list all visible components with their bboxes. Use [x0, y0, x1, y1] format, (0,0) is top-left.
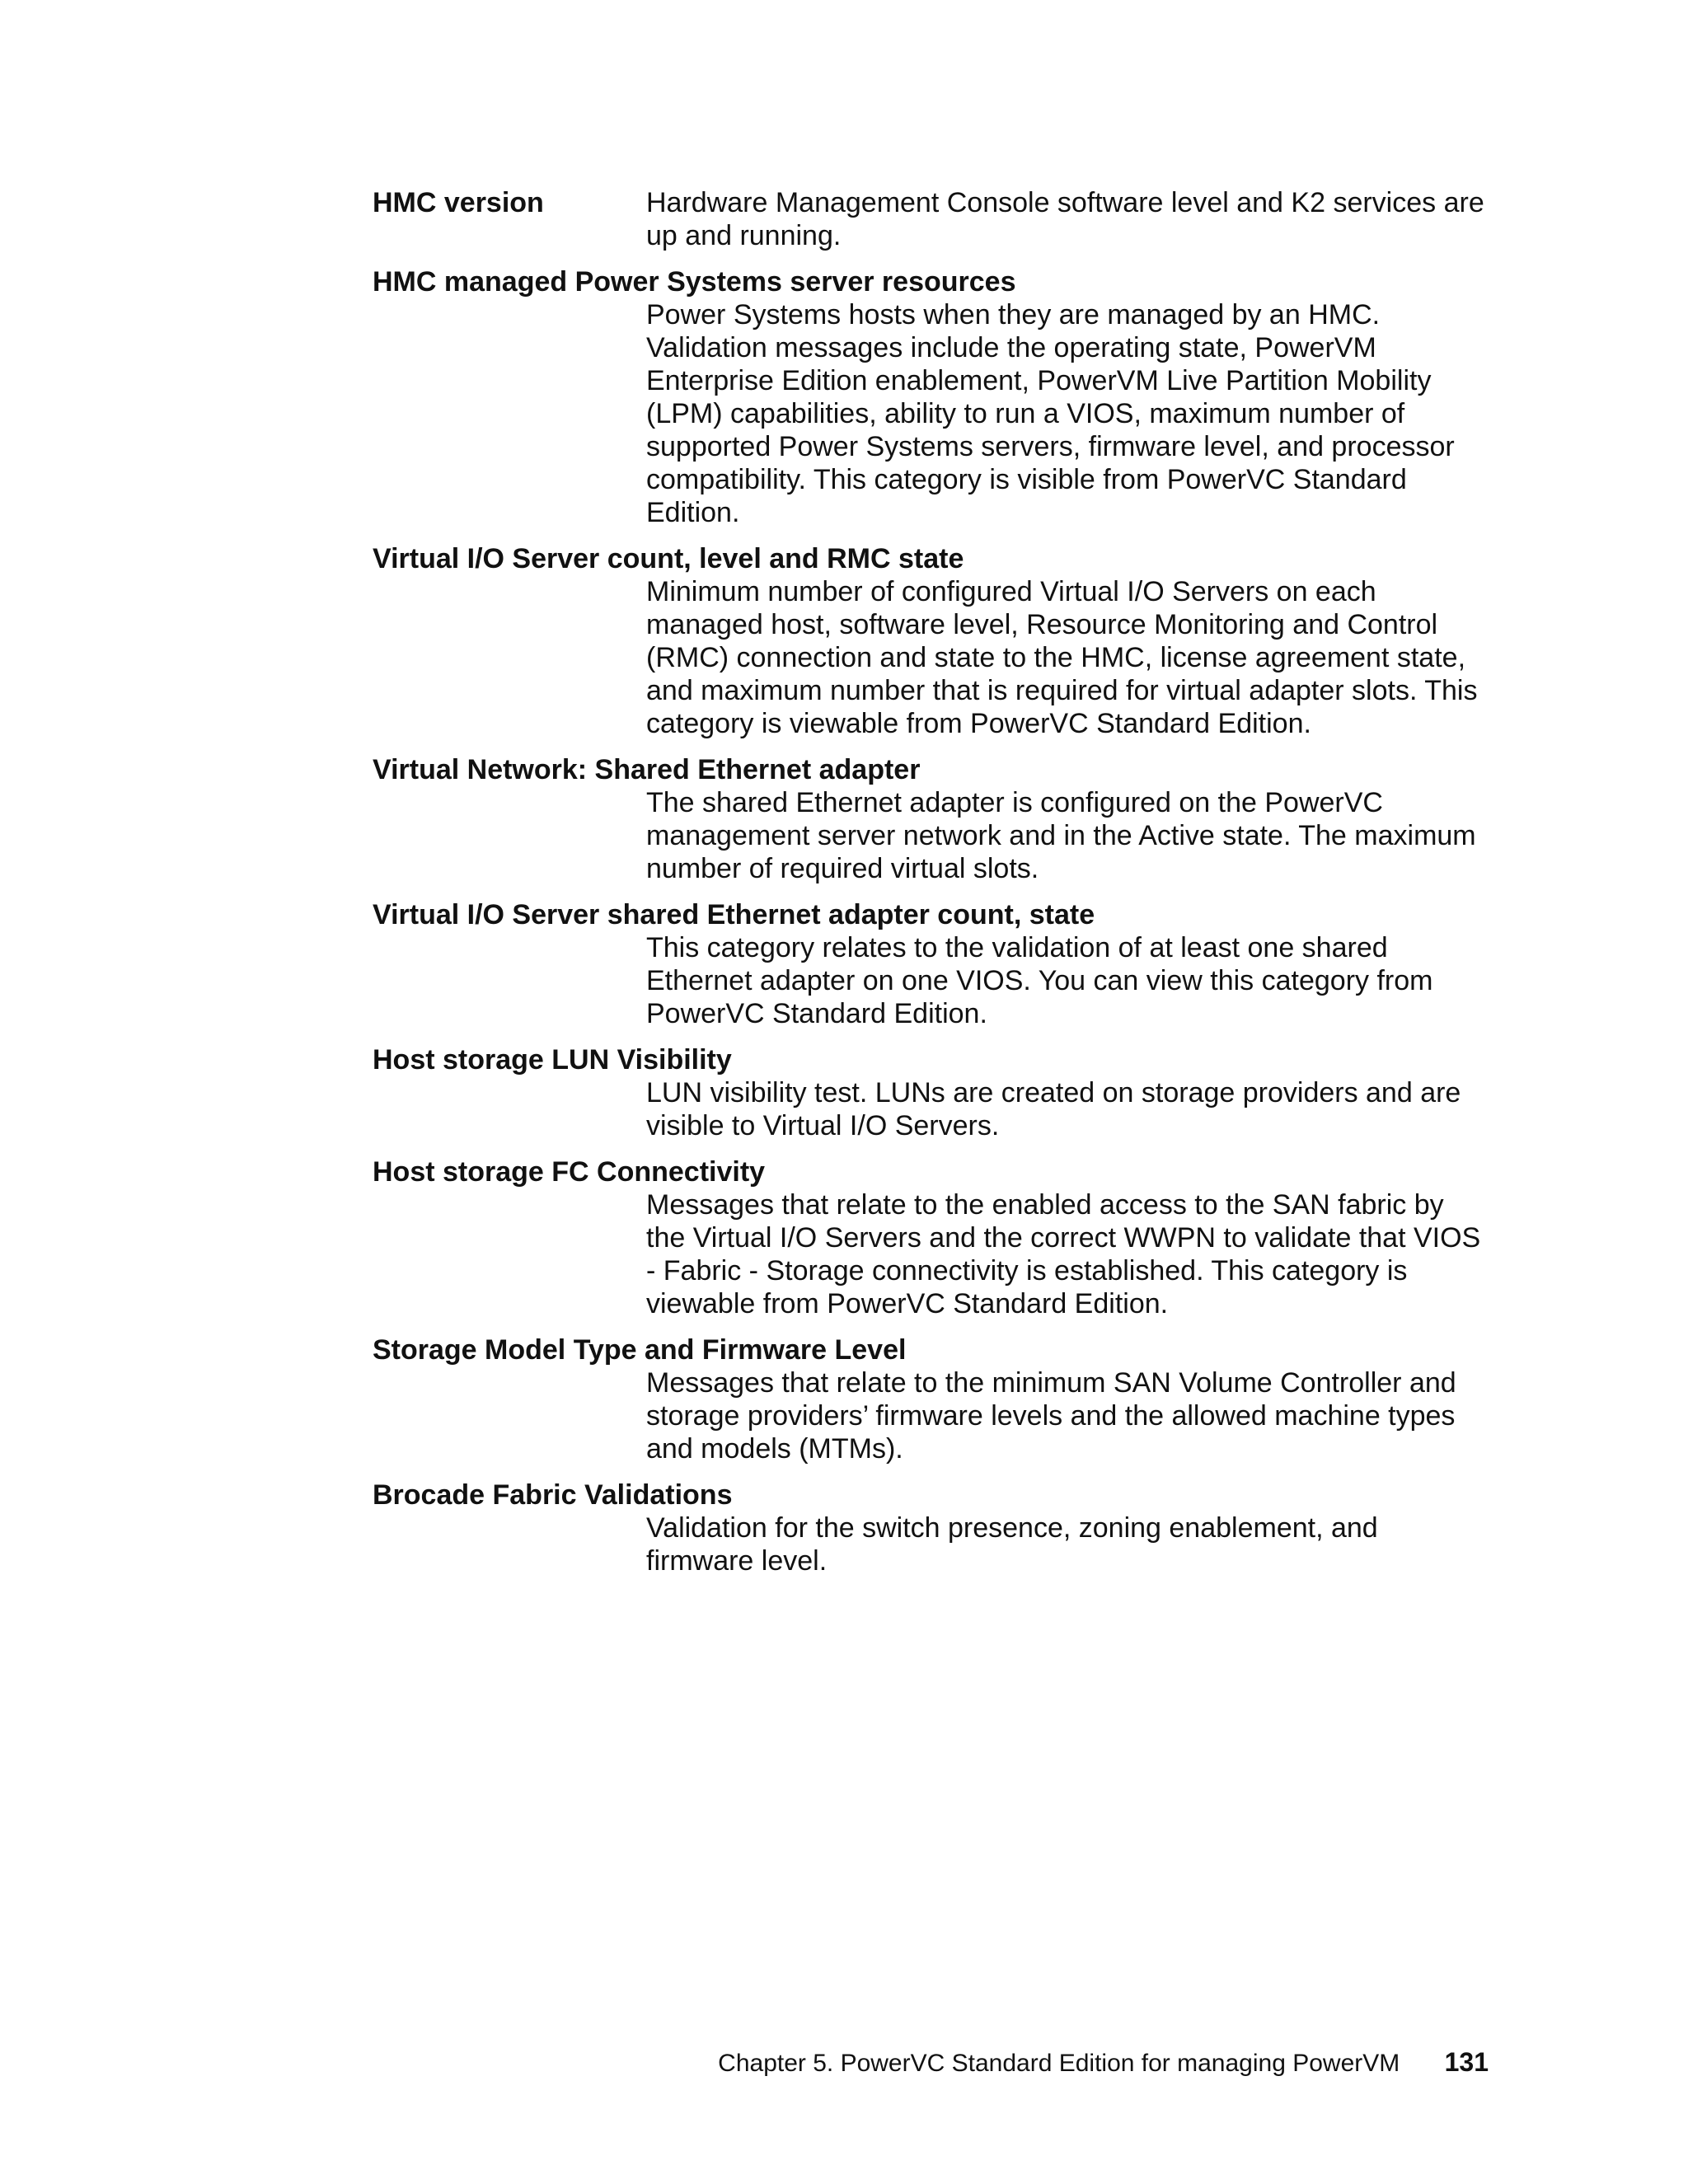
- definition-item-brocade-fabric: [373, 1479, 1489, 1577]
- definition-term: Virtual Network: Shared Ethernet adapter: [373, 754, 921, 785]
- chapter-title: Chapter 5. PowerVC Standard Edition for managing PowerVM: [718, 2050, 1400, 2077]
- definition-description: Power Systems hosts when they are managed by an HMC. Validation messages include the operating state, PowerVM Enterprise Edition enablement, PowerVM Live Partition Mobility (LPM) capabilities, ability to run a VIOS, maximum number of supported Power Systems servers, firmware level, and processor compatibility. This category is visible from PowerVC Standard Edition.: [646, 299, 1455, 528]
- definition-description: Minimum number of configured Virtual I/O Servers on each managed host, software level, Resource Monitoring and Control (RMC) connection and state to the HMC, license agreement state, and maximum number that is required for virtual adapter slots. This category is viewable from PowerVC Standard Edition.: [646, 576, 1478, 739]
- definition-item-vios-count: [373, 542, 1489, 740]
- definition-description: Messages that relate to the minimum SAN Volume Controller and storage providers’ firmware levels and the allowed machine types and models (MTMs).: [646, 1367, 1456, 1465]
- definition-item-hmc-managed-resources: [373, 265, 1489, 529]
- definition-description: LUN visibility test. LUNs are created on storage providers and are visible to Virtual I/O Servers.: [646, 1077, 1461, 1141]
- definition-description: Messages that relate to the enabled access to the SAN fabric by the Virtual I/O Servers and the correct WWPN to validate that VIOS - Fabric - Storage connectivity is established. This category is viewable from PowerVC Standard Edition.: [646, 1189, 1481, 1319]
- definition-description: This category relates to the validation of at least one shared Ethernet adapter on one VIOS. You can view this category from PowerVC Standard Edition.: [646, 932, 1433, 1029]
- definition-item-lun-visibility: [373, 1043, 1489, 1142]
- definition-term: Host storage FC Connectivity: [373, 1156, 766, 1188]
- page-footer: [0, 2047, 1489, 2079]
- definition-term: Storage Model Type and Firmware Level: [373, 1334, 907, 1366]
- definition-term: HMC version: [373, 187, 544, 218]
- definition-term: Brocade Fabric Validations: [373, 1479, 733, 1511]
- definition-item-fc-connectivity: [373, 1155, 1489, 1320]
- definition-description: The shared Ethernet adapter is configured on the PowerVC management server network and in the Active state. The maximum number of required virtual slots.: [646, 787, 1476, 884]
- definition-description: Hardware Management Console software level and K2 services are up and running.: [646, 187, 1484, 251]
- definition-item-vios-sea: [373, 898, 1489, 1030]
- definition-term: HMC managed Power Systems server resources: [373, 266, 1016, 298]
- definition-item-storage-model: [373, 1333, 1489, 1465]
- page-number: 131: [1444, 2047, 1489, 2077]
- definition-list: [373, 186, 1489, 1591]
- definition-term: Host storage LUN Visibility: [373, 1044, 732, 1076]
- definition-description: Validation for the switch presence, zoning enablement, and firmware level.: [646, 1512, 1378, 1577]
- definition-term: Virtual I/O Server count, level and RMC state: [373, 543, 964, 574]
- definition-item-virtual-network: [373, 753, 1489, 885]
- definition-term: Virtual I/O Server shared Ethernet adapter count, state: [373, 899, 1095, 930]
- definition-item-hmc-version: [373, 186, 1489, 252]
